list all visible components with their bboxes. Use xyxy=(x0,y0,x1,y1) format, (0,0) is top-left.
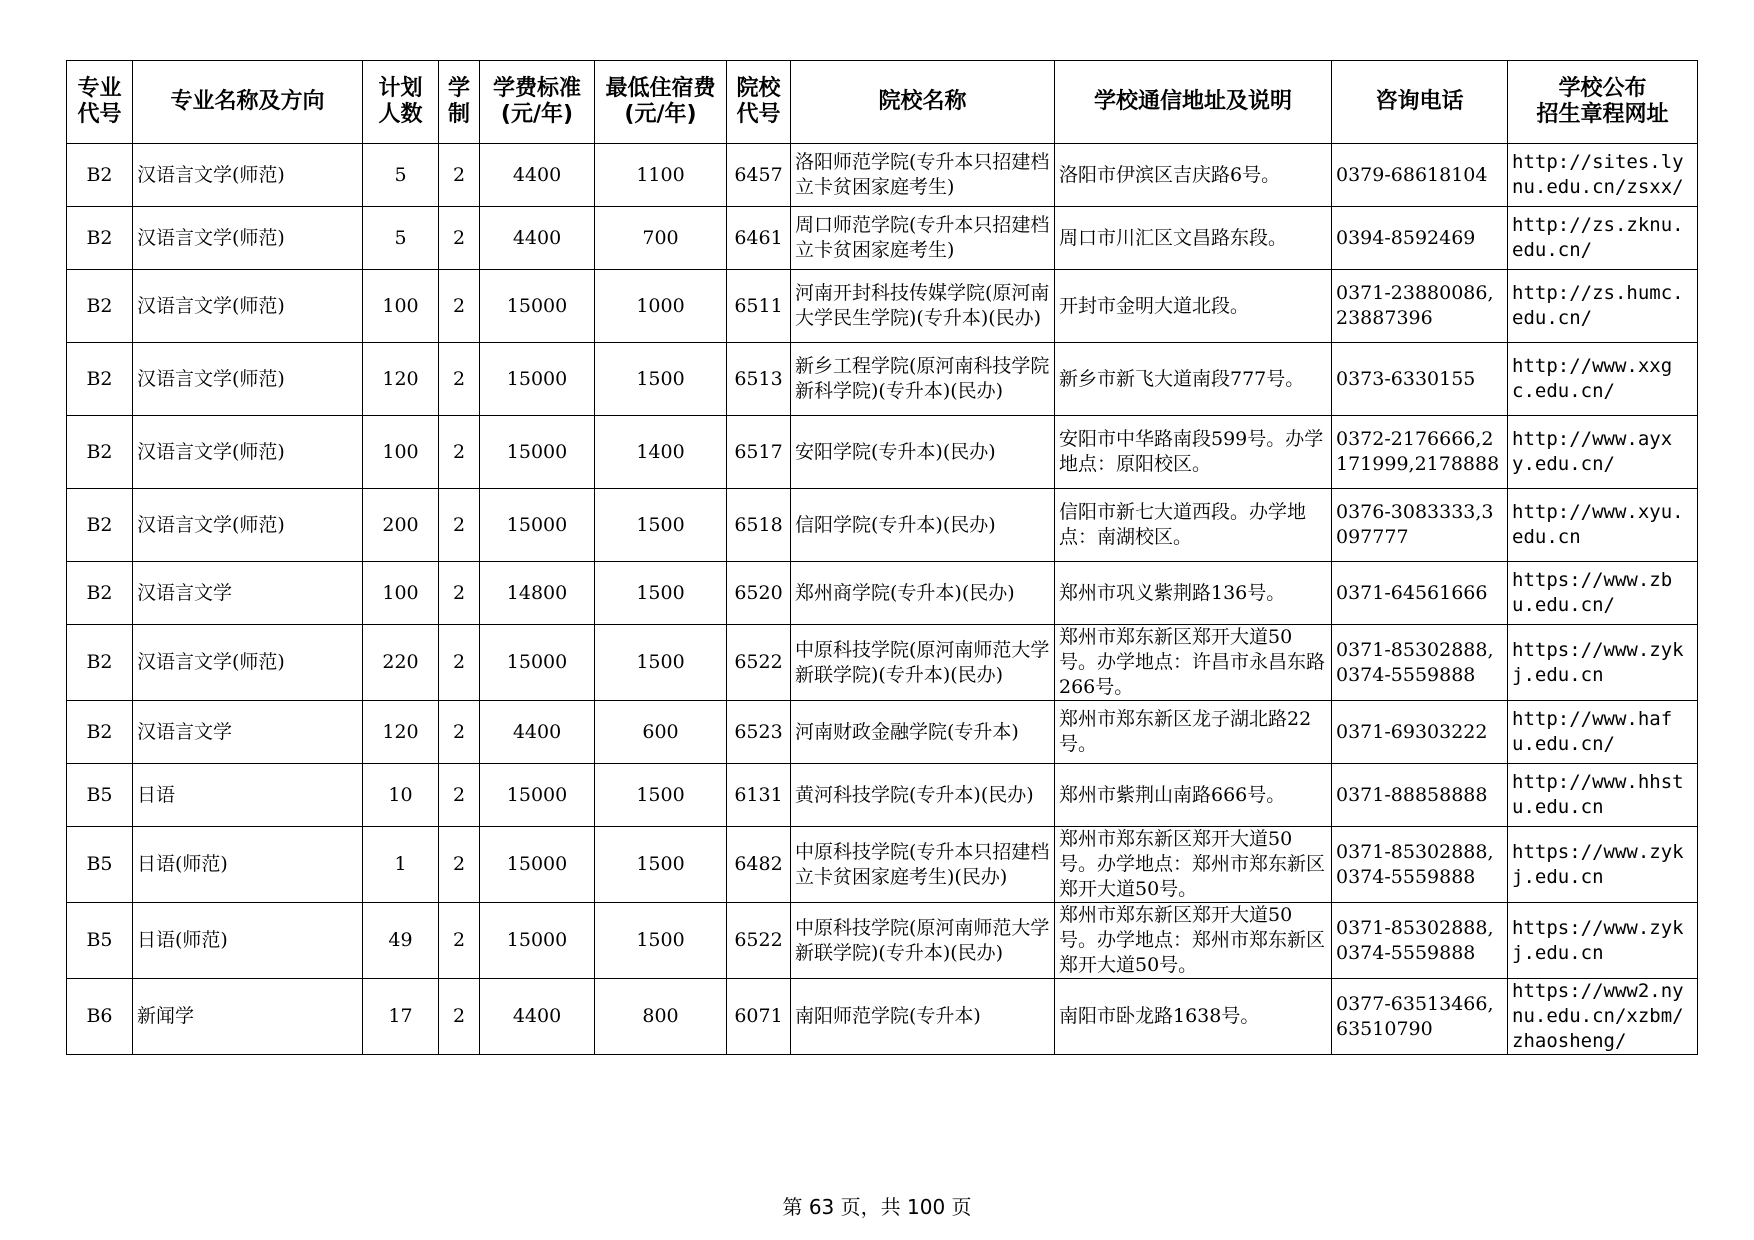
major-name-cell: 汉语言文学(师范) xyxy=(133,489,363,562)
duration-cell: 2 xyxy=(439,827,480,903)
major-name-cell: 新闻学 xyxy=(133,979,363,1055)
tuition-cell: 15000 xyxy=(480,270,595,343)
table-row xyxy=(67,979,1698,1055)
duration-cell: 2 xyxy=(439,979,480,1055)
tuition-cell: 4400 xyxy=(480,207,595,270)
phone-cell: 0376-3083333,3097777 xyxy=(1332,489,1508,562)
major-name-cell: 汉语言文学 xyxy=(133,562,363,625)
major-code-cell: B2 xyxy=(67,416,133,489)
url-cell: https://www.zbu.edu.cn/ xyxy=(1508,562,1698,625)
duration-cell: 2 xyxy=(439,343,480,416)
school-name-cell: 郑州商学院(专升本)(民办) xyxy=(791,562,1055,625)
address-cell: 信阳市新七大道西段。办学地点：南湖校区。 xyxy=(1055,489,1332,562)
plan-count-cell: 5 xyxy=(363,207,439,270)
url-cell: http://www.hhstu.edu.cn xyxy=(1508,764,1698,827)
plan-count-cell: 10 xyxy=(363,764,439,827)
duration-cell: 2 xyxy=(439,764,480,827)
column-header: 专业名称及方向 xyxy=(133,61,363,144)
phone-cell: 0373-6330155 xyxy=(1332,343,1508,416)
major-name-cell: 日语(师范) xyxy=(133,903,363,979)
duration-cell: 2 xyxy=(439,903,480,979)
table-row xyxy=(67,903,1698,979)
duration-cell: 2 xyxy=(439,416,480,489)
dorm-fee-cell: 1500 xyxy=(595,903,727,979)
address-cell: 南阳市卧龙路1638号。 xyxy=(1055,979,1332,1055)
school-code-cell: 6523 xyxy=(727,701,791,764)
column-header: 专业 代号 xyxy=(67,61,133,144)
major-code-cell: B2 xyxy=(67,562,133,625)
table-row xyxy=(67,827,1698,903)
address-cell: 安阳市中华路南段599号。办学地点：原阳校区。 xyxy=(1055,416,1332,489)
table-row xyxy=(67,343,1698,416)
tuition-cell: 4400 xyxy=(480,144,595,207)
school-name-cell: 南阳师范学院(专升本) xyxy=(791,979,1055,1055)
header-row xyxy=(67,61,1698,144)
phone-cell: 0379-68618104 xyxy=(1332,144,1508,207)
major-code-cell: B2 xyxy=(67,343,133,416)
dorm-fee-cell: 1500 xyxy=(595,562,727,625)
phone-cell: 0371-88858888 xyxy=(1332,764,1508,827)
url-cell: https://www2.nynu.edu.cn/xzbm/zhaosheng/ xyxy=(1508,979,1698,1055)
address-cell: 郑州市郑东新区郑开大道50号。办学地点：郑州市郑东新区郑开大道50号。 xyxy=(1055,827,1332,903)
dorm-fee-cell: 1500 xyxy=(595,827,727,903)
phone-cell: 0394-8592469 xyxy=(1332,207,1508,270)
major-code-cell: B5 xyxy=(67,827,133,903)
column-header: 院校 代号 xyxy=(727,61,791,144)
table-row xyxy=(67,144,1698,207)
tuition-cell: 15000 xyxy=(480,827,595,903)
address-cell: 郑州市郑东新区郑开大道50号。办学地点：郑州市郑东新区郑开大道50号。 xyxy=(1055,903,1332,979)
school-code-cell: 6457 xyxy=(727,144,791,207)
phone-cell: 0377-63513466,63510790 xyxy=(1332,979,1508,1055)
table-row xyxy=(67,416,1698,489)
major-name-cell: 汉语言文学(师范) xyxy=(133,625,363,701)
school-code-cell: 6520 xyxy=(727,562,791,625)
column-header: 学校通信地址及说明 xyxy=(1055,61,1332,144)
major-name-cell: 汉语言文学(师范) xyxy=(133,207,363,270)
address-cell: 周口市川汇区文昌路东段。 xyxy=(1055,207,1332,270)
school-name-cell: 洛阳师范学院(专升本只招建档立卡贫困家庭考生) xyxy=(791,144,1055,207)
major-code-cell: B2 xyxy=(67,270,133,343)
url-cell: http://www.xxgc.edu.cn/ xyxy=(1508,343,1698,416)
dorm-fee-cell: 1500 xyxy=(595,625,727,701)
major-name-cell: 日语(师范) xyxy=(133,827,363,903)
dorm-fee-cell: 1500 xyxy=(595,489,727,562)
dorm-fee-cell: 600 xyxy=(595,701,727,764)
school-name-cell: 黄河科技学院(专升本)(民办) xyxy=(791,764,1055,827)
plan-count-cell: 120 xyxy=(363,701,439,764)
url-cell: https://www.zykj.edu.cn xyxy=(1508,625,1698,701)
major-code-cell: B2 xyxy=(67,207,133,270)
plan-count-cell: 200 xyxy=(363,489,439,562)
school-name-cell: 中原科技学院(专升本只招建档立卡贫困家庭考生)(民办) xyxy=(791,827,1055,903)
school-code-cell: 6071 xyxy=(727,979,791,1055)
school-code-cell: 6482 xyxy=(727,827,791,903)
plan-count-cell: 1 xyxy=(363,827,439,903)
plan-count-cell: 120 xyxy=(363,343,439,416)
address-cell: 郑州市郑东新区龙子湖北路22号。 xyxy=(1055,701,1332,764)
school-name-cell: 信阳学院(专升本)(民办) xyxy=(791,489,1055,562)
school-code-cell: 6131 xyxy=(727,764,791,827)
column-header: 学 制 xyxy=(439,61,480,144)
phone-cell: 0371-64561666 xyxy=(1332,562,1508,625)
tuition-cell: 15000 xyxy=(480,416,595,489)
table-row xyxy=(67,625,1698,701)
tuition-cell: 15000 xyxy=(480,625,595,701)
plan-count-cell: 49 xyxy=(363,903,439,979)
url-cell: http://zs.zknu.edu.cn/ xyxy=(1508,207,1698,270)
tuition-cell: 15000 xyxy=(480,764,595,827)
duration-cell: 2 xyxy=(439,625,480,701)
major-name-cell: 汉语言文学(师范) xyxy=(133,343,363,416)
school-name-cell: 新乡工程学院(原河南科技学院新科学院)(专升本)(民办) xyxy=(791,343,1055,416)
major-name-cell: 汉语言文学(师范) xyxy=(133,270,363,343)
major-name-cell: 日语 xyxy=(133,764,363,827)
phone-cell: 0371-69303222 xyxy=(1332,701,1508,764)
plan-count-cell: 17 xyxy=(363,979,439,1055)
dorm-fee-cell: 1500 xyxy=(595,343,727,416)
major-code-cell: B6 xyxy=(67,979,133,1055)
address-cell: 郑州市郑东新区郑开大道50号。办学地点：许昌市永昌东路266号。 xyxy=(1055,625,1332,701)
column-header: 咨询电话 xyxy=(1332,61,1508,144)
dorm-fee-cell: 1500 xyxy=(595,764,727,827)
column-header: 学校公布 招生章程网址 xyxy=(1508,61,1698,144)
plan-count-cell: 100 xyxy=(363,270,439,343)
url-cell: https://www.zykj.edu.cn xyxy=(1508,827,1698,903)
duration-cell: 2 xyxy=(439,701,480,764)
dorm-fee-cell: 800 xyxy=(595,979,727,1055)
column-header: 学费标准 (元/年) xyxy=(480,61,595,144)
url-cell: http://sites.lynu.edu.cn/zsxx/ xyxy=(1508,144,1698,207)
major-name-cell: 汉语言文学 xyxy=(133,701,363,764)
address-cell: 郑州市巩义紫荆路136号。 xyxy=(1055,562,1332,625)
school-code-cell: 6517 xyxy=(727,416,791,489)
phone-cell: 0371-85302888,0374-5559888 xyxy=(1332,903,1508,979)
phone-cell: 0371-85302888,0374-5559888 xyxy=(1332,625,1508,701)
duration-cell: 2 xyxy=(439,270,480,343)
tuition-cell: 14800 xyxy=(480,562,595,625)
duration-cell: 2 xyxy=(439,562,480,625)
school-name-cell: 河南开封科技传媒学院(原河南大学民生学院)(专升本)(民办) xyxy=(791,270,1055,343)
major-code-cell: B5 xyxy=(67,903,133,979)
dorm-fee-cell: 1100 xyxy=(595,144,727,207)
major-code-cell: B2 xyxy=(67,489,133,562)
duration-cell: 2 xyxy=(439,144,480,207)
duration-cell: 2 xyxy=(439,207,480,270)
plan-count-cell: 100 xyxy=(363,562,439,625)
major-code-cell: B2 xyxy=(67,701,133,764)
major-code-cell: B5 xyxy=(67,764,133,827)
major-name-cell: 汉语言文学(师范) xyxy=(133,144,363,207)
school-name-cell: 中原科技学院(原河南师范大学新联学院)(专升本)(民办) xyxy=(791,903,1055,979)
school-code-cell: 6461 xyxy=(727,207,791,270)
dorm-fee-cell: 1000 xyxy=(595,270,727,343)
phone-cell: 0372-2176666,2171999,2178888 xyxy=(1332,416,1508,489)
major-code-cell: B2 xyxy=(67,144,133,207)
url-cell: http://www.xyu.edu.cn xyxy=(1508,489,1698,562)
column-header: 最低住宿费 (元/年) xyxy=(595,61,727,144)
table-row xyxy=(67,701,1698,764)
school-name-cell: 中原科技学院(原河南师范大学新联学院)(专升本)(民办) xyxy=(791,625,1055,701)
school-code-cell: 6522 xyxy=(727,903,791,979)
tuition-cell: 4400 xyxy=(480,701,595,764)
plan-count-cell: 100 xyxy=(363,416,439,489)
school-code-cell: 6511 xyxy=(727,270,791,343)
school-code-cell: 6522 xyxy=(727,625,791,701)
school-name-cell: 安阳学院(专升本)(民办) xyxy=(791,416,1055,489)
tuition-cell: 15000 xyxy=(480,903,595,979)
table-row xyxy=(67,489,1698,562)
plan-count-cell: 220 xyxy=(363,625,439,701)
tuition-cell: 4400 xyxy=(480,979,595,1055)
table-row xyxy=(67,207,1698,270)
table-row xyxy=(67,270,1698,343)
tuition-cell: 15000 xyxy=(480,489,595,562)
school-name-cell: 河南财政金融学院(专升本) xyxy=(791,701,1055,764)
url-cell: https://www.zykj.edu.cn xyxy=(1508,903,1698,979)
phone-cell: 0371-23880086,23887396 xyxy=(1332,270,1508,343)
table-body xyxy=(67,144,1698,1055)
url-cell: http://zs.humc.edu.cn/ xyxy=(1508,270,1698,343)
school-name-cell: 周口师范学院(专升本只招建档立卡贫困家庭考生) xyxy=(791,207,1055,270)
major-code-cell: B2 xyxy=(67,625,133,701)
table-row xyxy=(67,562,1698,625)
plan-count-cell: 5 xyxy=(363,144,439,207)
dorm-fee-cell: 700 xyxy=(595,207,727,270)
column-header: 院校名称 xyxy=(791,61,1055,144)
address-cell: 新乡市新飞大道南段777号。 xyxy=(1055,343,1332,416)
school-code-cell: 6518 xyxy=(727,489,791,562)
url-cell: http://www.ayxy.edu.cn/ xyxy=(1508,416,1698,489)
address-cell: 郑州市紫荆山南路666号。 xyxy=(1055,764,1332,827)
dorm-fee-cell: 1400 xyxy=(595,416,727,489)
school-code-cell: 6513 xyxy=(727,343,791,416)
table-row xyxy=(67,764,1698,827)
admissions-table xyxy=(66,60,1698,1055)
duration-cell: 2 xyxy=(439,489,480,562)
address-cell: 洛阳市伊滨区吉庆路6号。 xyxy=(1055,144,1332,207)
address-cell: 开封市金明大道北段。 xyxy=(1055,270,1332,343)
page-footer: 第 63 页，共 100 页 xyxy=(782,1195,972,1219)
tuition-cell: 15000 xyxy=(480,343,595,416)
column-header: 计划 人数 xyxy=(363,61,439,144)
url-cell: http://www.hafu.edu.cn/ xyxy=(1508,701,1698,764)
phone-cell: 0371-85302888,0374-5559888 xyxy=(1332,827,1508,903)
major-name-cell: 汉语言文学(师范) xyxy=(133,416,363,489)
